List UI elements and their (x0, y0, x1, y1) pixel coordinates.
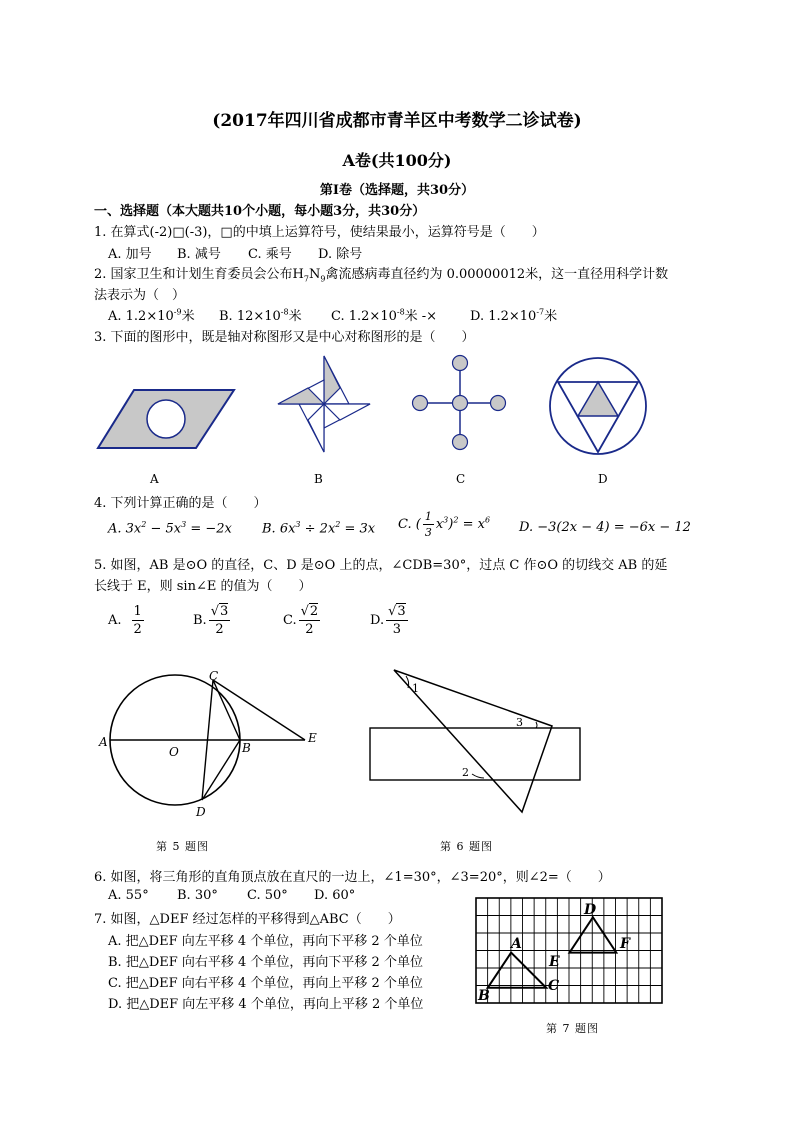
q7-grid-figure (474, 896, 666, 1008)
q3-stem: 3. 下面的图形中，既是轴对称图形又是中心对称图形的是（ ） (94, 330, 475, 345)
q7-stem: 7. 如图，△DEF 经过怎样的平移得到△ABC（ ） (94, 912, 401, 927)
circle-shape (147, 400, 185, 438)
q6-caption: 第 6 题图 (440, 840, 493, 853)
node-circle (413, 396, 428, 411)
point-c-label: C (548, 978, 560, 994)
q2-option-c: C. $1.2\times 10^{-8}$米 -× (331, 307, 438, 324)
point-d-label: D (584, 902, 597, 918)
volume-heading: A卷(共100分) (342, 151, 452, 170)
q7-caption: 第 7 题图 (546, 1022, 599, 1035)
chord-db (202, 740, 240, 800)
q5-option-b: B. $\frac{√3}{2}$ (193, 604, 229, 637)
angle-3-label: 3 (516, 716, 523, 729)
q3-label-a: A (150, 472, 159, 486)
angle-1-arc (406, 676, 409, 688)
q7-option-d: D. 把△DEF 向左平移 4 个单位，再向上平移 2 个单位 (108, 997, 424, 1012)
q4-option-a: A. $3x^2 - 5x^3 = -2x$ (108, 520, 232, 537)
q1-stem: 1. 在算式(-2)□(-3)，□的中填上运算符号，使结果最小，运算符号是（ ） (94, 225, 545, 240)
q1-option-d: D. 除号 (318, 247, 363, 262)
q1-option-b: B. 减号 (177, 247, 221, 262)
point-e-label: E (549, 954, 560, 970)
q7-option-a: A. 把△DEF 向左平移 4 个单位，再向下平移 2 个单位 (108, 934, 423, 949)
q3-label-c: C (456, 472, 466, 486)
q5-stem-line2: 长线于 E，则 sin∠E 的值为（ ） (94, 579, 312, 594)
q6-option-b: B. 30° (177, 888, 218, 903)
point-c-label: C (209, 669, 219, 683)
q1-option-c: C. 乘号 (248, 247, 292, 262)
q2-stem-line2: 法表示为（ ） (94, 288, 186, 303)
q3-figure-b (274, 354, 374, 454)
q3-label-d: D (598, 472, 608, 486)
part-heading: 第Ⅰ卷（选择题，共30分） (319, 183, 475, 198)
point-f-label: F (620, 936, 630, 952)
q2-option-b: B. $12\times 10^{-8}$米 (219, 307, 302, 324)
point-b-label: B (242, 741, 251, 755)
q3-label-b: B (314, 472, 323, 486)
angle-2-arc (472, 774, 484, 778)
node-circle (453, 435, 468, 450)
q1-option-a: A. 加号 (108, 247, 152, 262)
q5-stem-line1: 5. 如图，AB 是⊙O 的直径，C、D 是⊙O 上的点，∠CDB=30°，过点 C 作⊙O 的切线交 AB 的延 (94, 558, 668, 573)
point-e-label: E (308, 731, 317, 745)
q7-option-b: B. 把△DEF 向右平移 4 个单位，再向下平移 2 个单位 (108, 955, 423, 970)
q4-option-c: C. ( $\frac{1}{3}$ $x^3)^2 = x^6$ (398, 510, 491, 539)
q2-stem-line1: 2. 国家卫生和计划生育委员会公布$H_7N_9$禽流感病毒直径约为 0.00000012米，这一直径用科学计数 (94, 267, 669, 284)
triangle-abc (488, 953, 547, 988)
triangle-def (570, 917, 617, 952)
q5-option-c: C. $\frac{√2}{2}$ (283, 604, 319, 637)
q3-figure-c (408, 354, 512, 454)
q6-stem: 6. 如图，将三角形的直角顶点放在直尺的一边上，∠1=30°，∠3=20°，则∠2=（ ） (94, 870, 611, 885)
angle-2-label: 2 (462, 766, 469, 779)
q4-option-d: D. −3(2x − 4) = −6x − 12 (519, 520, 691, 535)
q4-stem: 4. 下列计算正确的是（ ） (94, 496, 267, 511)
point-o-label: O (169, 745, 179, 759)
q4-option-b: B. $6x^3 \div 2x^2 = 3x$ (262, 520, 376, 537)
q6-option-a: A. 55° (108, 888, 149, 903)
q6-figure (366, 666, 586, 822)
point-d-label: D (196, 805, 206, 819)
q5-caption: 第 5 题图 (156, 840, 209, 853)
q6-option-d: D. 60° (314, 888, 356, 903)
q5-figure (95, 668, 335, 824)
q5-option-a: A. $\frac{1}{2}$ (108, 604, 142, 637)
node-circle (453, 396, 468, 411)
q2-option-a: A. $1.2\times 10^{-9}$米 (108, 307, 195, 324)
point-b-label: B (478, 988, 490, 1004)
point-a-label: A (99, 735, 108, 749)
angle-1-label: 1 (412, 682, 419, 695)
q6-option-c: C. 50° (247, 888, 288, 903)
section-heading: 一、选择题（本大题共10个小题，每小题3分，共30分） (94, 204, 426, 219)
q3-figure-d (548, 356, 648, 456)
node-circle (491, 396, 506, 411)
q5-option-d: D. $\frac{√3}{3}$ (370, 604, 406, 637)
angle-3-arc (536, 722, 537, 728)
point-a-label: A (511, 936, 522, 952)
q7-option-c: C. 把△DEF 向右平移 4 个单位，再向上平移 2 个单位 (108, 976, 423, 991)
exam-title: (2017年四川省成都市青羊区中考数学二诊试卷) (212, 111, 582, 131)
node-circle (453, 356, 468, 371)
q3-figure-a (96, 388, 236, 450)
q2-option-d: D. $1.2\times 10^{-7}$米 (470, 307, 558, 324)
